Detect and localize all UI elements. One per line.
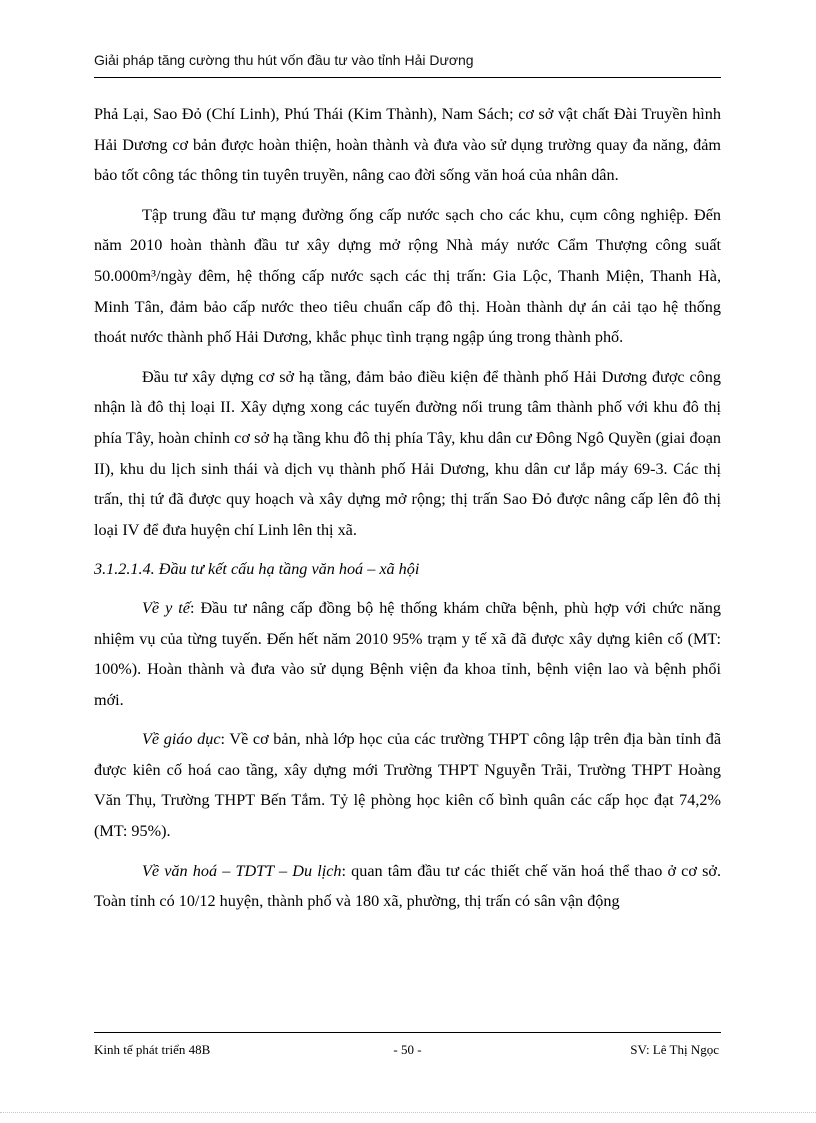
page-footer (94, 1040, 721, 1060)
culture-label: Về văn hoá – TDTT – Du lịch (142, 861, 342, 880)
footer-rule (94, 1032, 721, 1033)
paragraph-1: Phả Lại, Sao Đỏ (Chí Linh), Phú Thái (Kim Thành), Nam Sách; cơ sở vật chất Đài Truyền hình Hải Dương cơ bản được hoàn thiện, hoàn thành và đưa vào sử dụng trường quay đa năng, đảm bảo tốt công tác thông tin tuyên truyền, nâng cao đời sống văn hoá của nhân dân. (94, 105, 721, 185)
footer-author: SV: Lê Thị Ngọc (630, 1042, 719, 1057)
section-subheading: 3.1.2.1.4. Đầu tư kết cấu hạ tầng văn hoá – xã hội (94, 560, 420, 579)
paragraph-culture (94, 856, 721, 917)
paragraph-3: Đầu tư xây dựng cơ sở hạ tầng, đảm bảo điều kiện để thành phố Hải Dương được công nhận là đô thị loại II. Xây dựng xong các tuyến đường nối trung tâm thành phố với khu đô thị phía Tây, hoàn chỉnh cơ sở hạ tầng khu đô thị phía Tây, khu dân cư Đông Ngô Quyền (giai đoạn II), khu du lịch sinh thái và dịch vụ thành phố Hải Dương, khu dân cư lắp máy 69-3. Các thị trấn, thị tứ đã được quy hoạch và xây dựng mở rộng; thị trấn Sao Đỏ được nâng cấp lên đô thị loại IV để đưa huyện chí Linh lên thị xã. (94, 367, 721, 539)
education-label: Về giáo dục (142, 730, 221, 749)
header-rule (94, 77, 721, 78)
paragraph-2: Tập trung đầu tư mạng đường ống cấp nước sạch cho các khu, cụm công nghiệp. Đến năm 2010 hoàn thành đầu tư xây dựng mở rộng Nhà máy nước Cẩm Thượng công suất 50.000m³/ngày đêm, hệ thống cấp nước sạch các thị trấn: Gia Lộc, Thanh Miện, Thanh Hà, Minh Tân, đảm bảo cấp nước theo tiêu chuẩn cấp đô thị. Hoàn thành dự án cải tạo hệ thống thoát nước thành phố Hải Dương, khắc phục tình trạng ngập úng trong thành phố. (94, 205, 721, 347)
running-header: Giải pháp tăng cường thu hút vốn đầu tư vào tỉnh Hải Dương (94, 52, 474, 68)
paragraph-education (94, 724, 721, 846)
health-text: : Đầu tư nâng cấp đồng bộ hệ thống khám chữa bệnh, phù hợp với chức năng nhiệm vụ của từng tuyến. Đến hết năm 2010 95% trạm y tế xã đã được xây dựng kiên cố (MT: 100%). Hoàn thành và đưa vào sử dụng Bệnh viện đa khoa tỉnh, bệnh viện lao và bệnh phổi mới. (94, 598, 721, 709)
culture-text: : quan tâm đầu tư các thiết chế văn hoá thể thao ở cơ sở. Toàn tỉnh có 10/12 huyện, thành phố và 180 xã, phường, thị trấn có sân vận động (94, 861, 721, 911)
footer-course: Kinh tế phát triển 48B (94, 1042, 211, 1057)
paragraph-health (94, 593, 721, 715)
page-body (94, 99, 721, 926)
page-number: - 50 - (393, 1042, 422, 1057)
health-label: Về y tế (142, 598, 190, 617)
page-edge-dotted-line (0, 1112, 816, 1113)
education-text: : Về cơ bản, nhà lớp học của các trường THPT công lập trên địa bàn tỉnh đã được kiên cố hoá cao tầng, xây dựng mới Trường THPT Nguyễn Trãi, Trường THPT Hoàng Văn Thụ, Trường THPT Bến Tắm. Tỷ lệ phòng học kiên cố bình quân các cấp học đạt 74,2% (MT: 95%). (94, 730, 722, 841)
